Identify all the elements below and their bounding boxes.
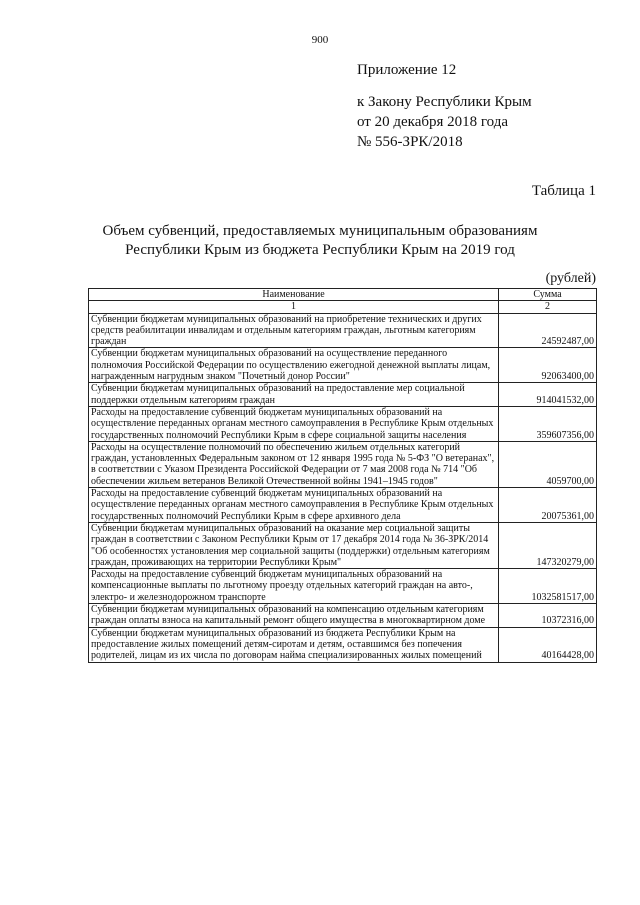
row-sum: 20075361,00 — [499, 488, 597, 523]
row-sum: 914041532,00 — [499, 383, 597, 407]
table-row — [89, 441, 597, 487]
appendix-law-date: от 20 декабря 2018 года — [357, 114, 509, 130]
appendix-title: Приложение 12 — [357, 62, 457, 78]
subventions-table — [88, 288, 597, 663]
row-sum: 359607356,00 — [499, 406, 597, 441]
appendix-block — [357, 60, 532, 152]
row-description: Субвенции бюджетам муниципальных образований на оказание мер социальной защиты граждан в соответствии с Законом Республики Крым от 17 декабря 2014 года № 36-ЗРК/2014 "Об особенностях установления мер социальной защиты (поддержки) отдельным категориям граждан, проживающих на территории Республики Крым" — [89, 522, 499, 568]
table-row — [89, 348, 597, 383]
column-number-row — [89, 301, 597, 313]
document-title — [60, 222, 580, 260]
row-description: Субвенции бюджетам муниципальных образований на компенсацию отдельным категориям граждан оплаты взноса на капитальный ремонт общего имущества в многоквартирном доме — [89, 604, 499, 628]
table-row — [89, 488, 597, 523]
units-label: (рублей) — [545, 271, 596, 286]
column-number-1: 1 — [89, 301, 499, 313]
appendix-law-ref: к Закону Республики Крым — [357, 94, 532, 110]
table-row — [89, 383, 597, 407]
row-description: Субвенции бюджетам муниципальных образований на приобретение технических и других средств реабилитации инвалидам и отдельным категориям граждан, льготным категориям граждан — [89, 313, 499, 348]
row-description: Субвенции бюджетам муниципальных образований на предоставление мер социальной поддержки отдельным категориям граждан — [89, 383, 499, 407]
row-sum: 92063400,00 — [499, 348, 597, 383]
table-row — [89, 604, 597, 628]
table-row — [89, 313, 597, 348]
table-row — [89, 406, 597, 441]
row-sum: 1032581517,00 — [499, 569, 597, 604]
row-description: Субвенции бюджетам муниципальных образований из бюджета Республики Крым на предоставление жилых помещений детям-сиротам и детям, оставшимся без попечения родителей, лицам из их числа по договорам найма специализированных жилых помещений — [89, 627, 499, 662]
row-sum: 147320279,00 — [499, 522, 597, 568]
document-title-line-1: Объем субвенций, предоставляемых муниципальным образованиям — [102, 223, 538, 239]
table-row — [89, 569, 597, 604]
page-number: 900 — [311, 34, 329, 46]
row-description: Расходы на осуществление полномочий по обеспечению жильем отдельных категорий граждан, установленных Федеральным законом от 12 января 1995 года № 5-ФЗ "О ветеранах", в соответствии с Указом Президента Российской Федерации от 7 мая 2008 года № 714 "Об обеспечении жильем ветеранов Великой Отечественной войны 1941–1945 годов" — [89, 441, 499, 487]
table-row — [89, 627, 597, 662]
row-description: Расходы на предоставление субвенций бюджетам муниципальных образований на компенсационные выплаты по льготному проезду отдельных категорий граждан на авто-, электро- и железнодорожном транспорте — [89, 569, 499, 604]
row-description: Расходы на предоставление субвенций бюджетам муниципальных образований на осуществление переданных органам местного самоуправления в Республике Крым отдельных государственных полномочий Республики Крым в сфере архивного дела — [89, 488, 499, 523]
row-description: Расходы на предоставление субвенций бюджетам муниципальных образований на осуществление переданных органам местного самоуправления в Республике Крым отдельных государственных полномочий Республики Крым в сфере социальной защиты населения — [89, 406, 499, 441]
appendix-law-number: № 556-ЗРК/2018 — [357, 134, 463, 150]
table-label: Таблица 1 — [531, 183, 596, 199]
table-header-row — [89, 289, 597, 301]
header-name: Наименование — [89, 289, 499, 301]
row-sum: 40164428,00 — [499, 627, 597, 662]
document-title-line-2: Республики Крым из бюджета Республики Крым на 2019 год — [125, 242, 515, 258]
table-row — [89, 522, 597, 568]
row-sum: 24592487,00 — [499, 313, 597, 348]
row-description: Субвенции бюджетам муниципальных образований на осуществление переданного полномочия Российской Федерации по осуществлению ежегодной денежной выплаты лицам, награжденным нагрудным знаком "Почетный донор России" — [89, 348, 499, 383]
column-number-2: 2 — [499, 301, 597, 313]
header-sum: Сумма — [499, 289, 597, 301]
row-sum: 4059700,00 — [499, 441, 597, 487]
row-sum: 10372316,00 — [499, 604, 597, 628]
